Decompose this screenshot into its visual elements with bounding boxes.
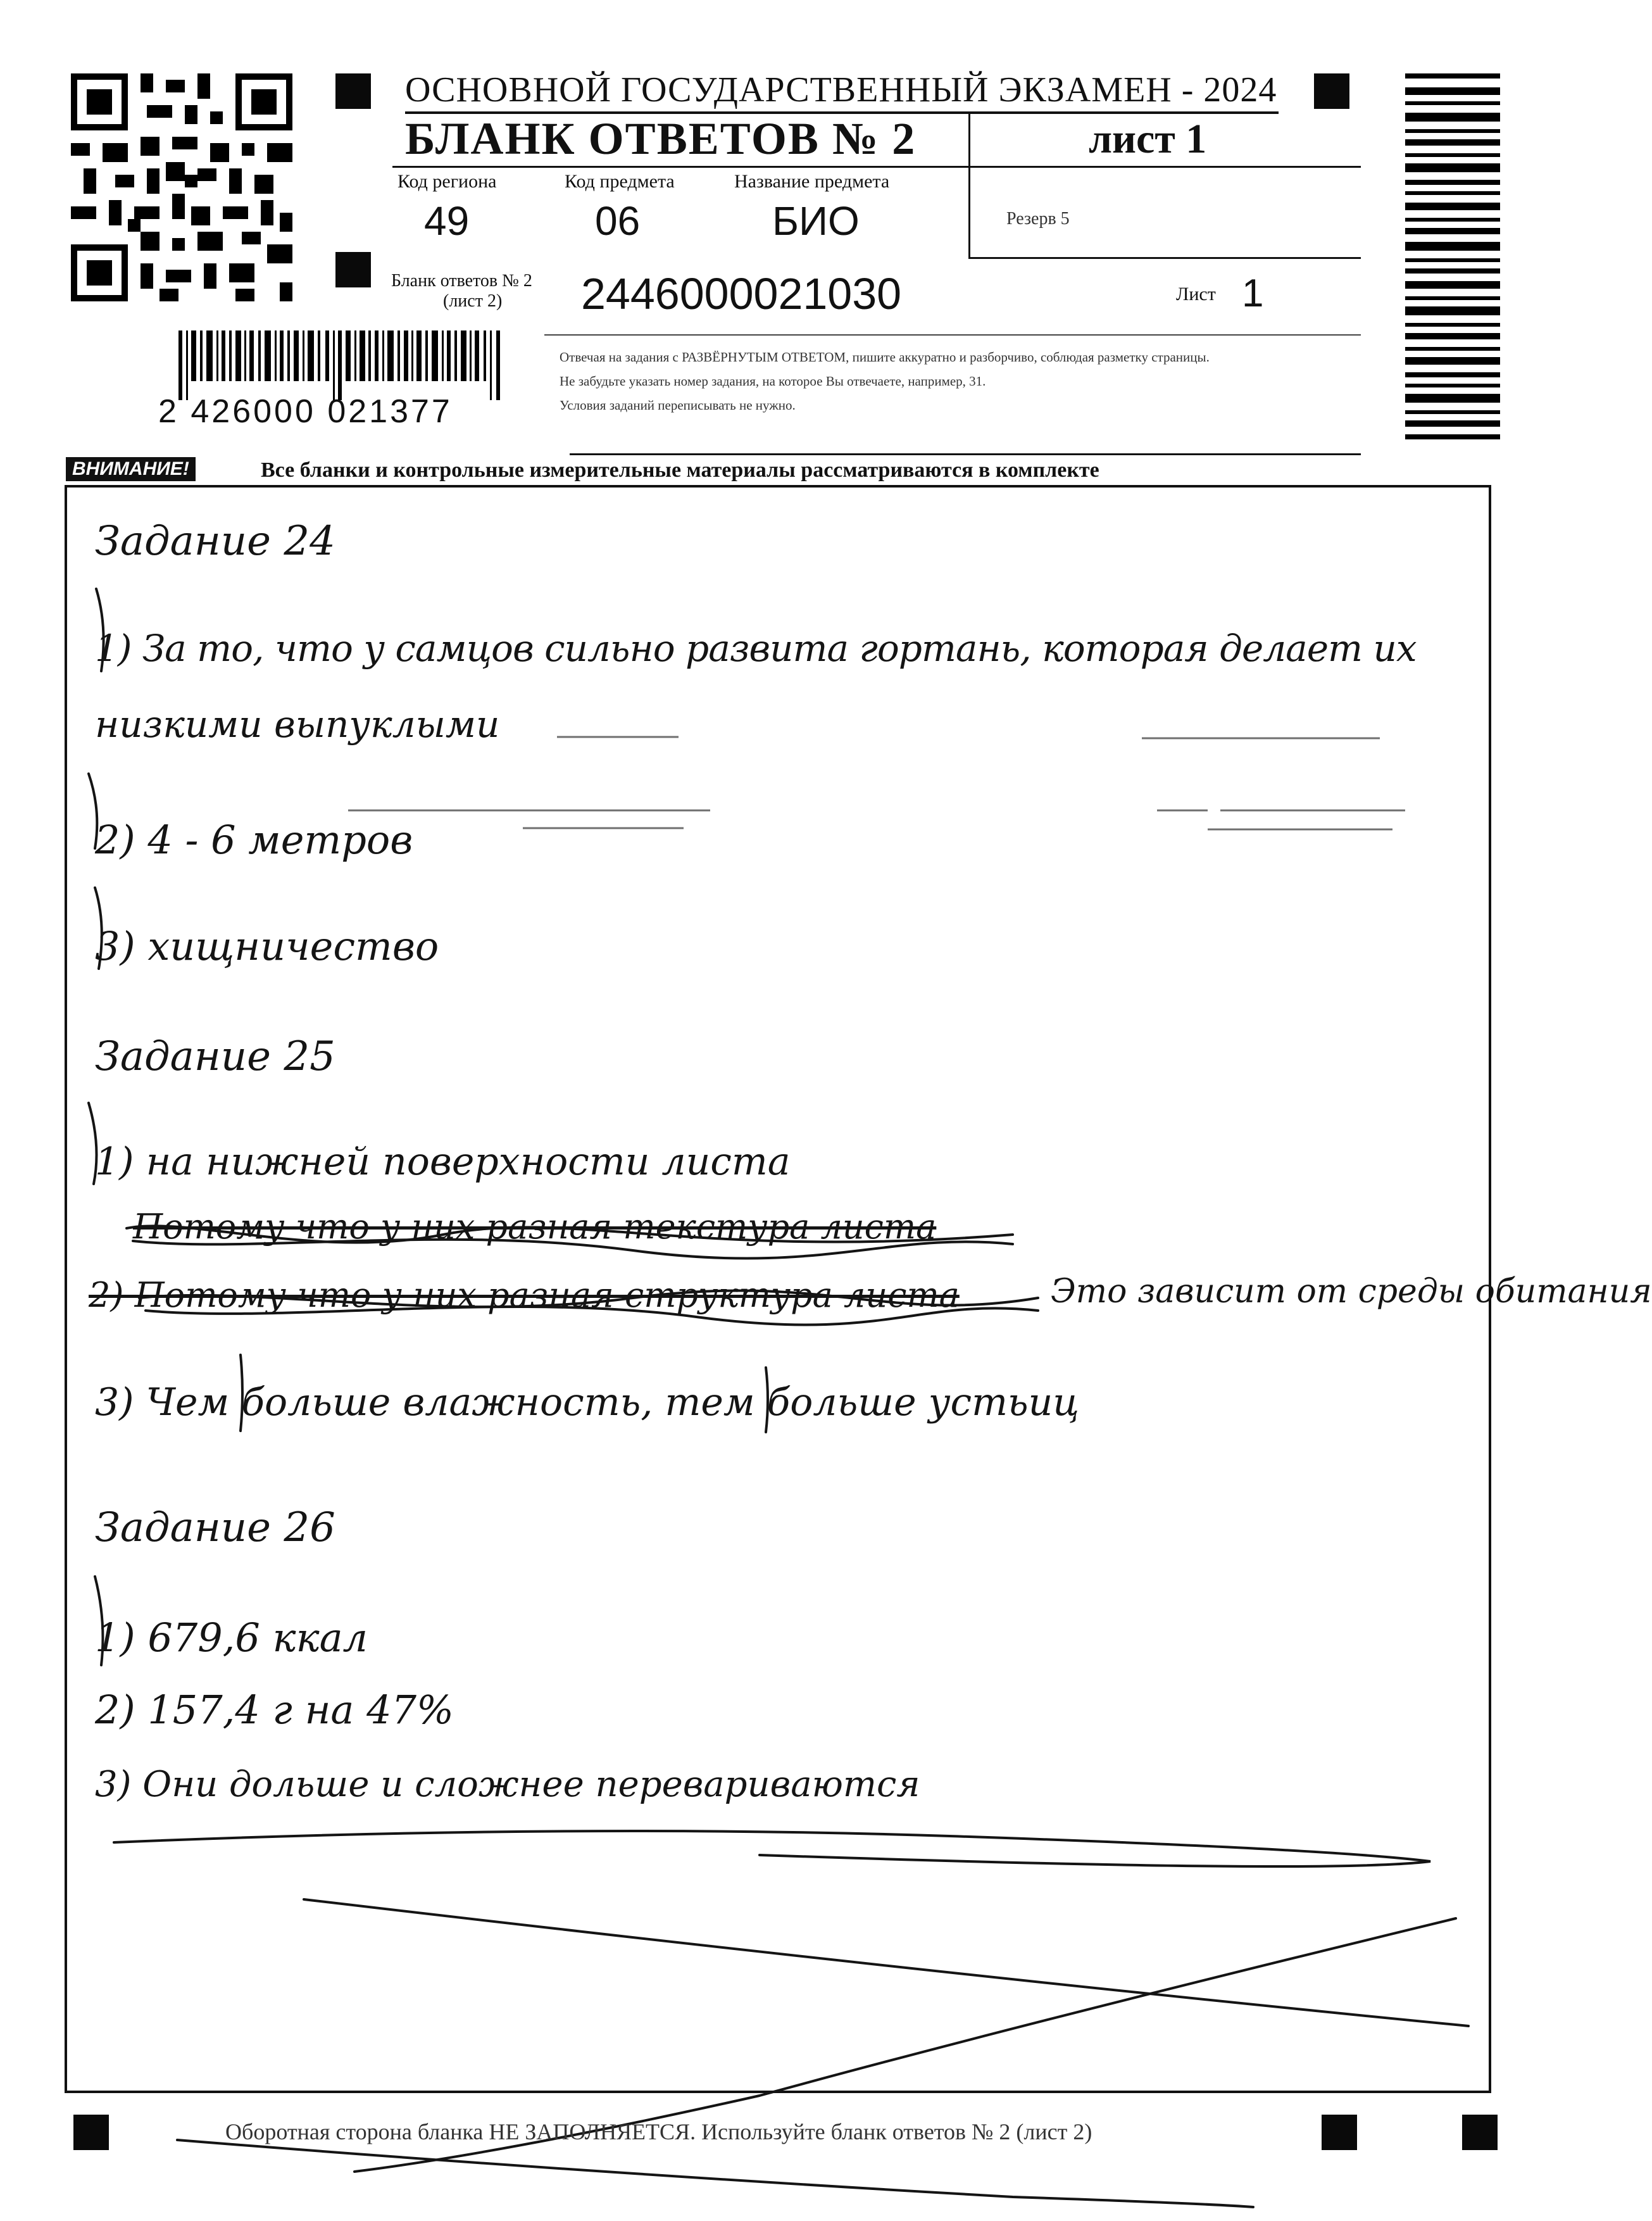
form-ref-label: Бланк ответов № 2 [391, 271, 532, 291]
warning-badge: ВНИМАНИЕ! [66, 457, 196, 481]
task24-answer-1: 1) За то, что у самцов сильно развита гортань, которая делает их [95, 627, 1417, 670]
exam-title: ОСНОВНОЙ ГОСУДАРСТВЕННЫЙ ЭКЗАМЕН - 2024 [405, 70, 1277, 110]
subject-code: 06 [595, 198, 641, 244]
instruction-line-2: Не забудьте указать номер задания, на которое Вы отвечаете, например, 31. [560, 374, 986, 389]
task25-answer-1: 1) на нижней поверхности листа [95, 1140, 791, 1184]
task24-answer-2: 2) 4 - 6 метров [95, 817, 413, 863]
region-code-label: Код региона [397, 171, 497, 192]
task25-title: Задание 25 [95, 1033, 335, 1080]
warning-text: Все бланки и контрольные измерительные материалы рассматриваются в комплекте [261, 458, 1099, 482]
task25-answer-3: 3) Чем больше влажность, тем больше устьиц [95, 1380, 1080, 1425]
region-code: 49 [424, 198, 470, 244]
task26-answer-2: 2) 157,4 г на 47% [95, 1687, 454, 1733]
form-title: БЛАНК ОТВЕТОВ № 2 [405, 113, 917, 164]
sheet-small-value: 1 [1242, 272, 1264, 315]
sheet-label: лист 1 [1089, 116, 1207, 162]
task24-title: Задание 24 [95, 518, 335, 565]
sheet-small-label: Лист [1176, 284, 1216, 305]
task25-answer-2-struck: 2) Потому что у них разная структура листа [89, 1275, 960, 1315]
task26-title: Задание 26 [95, 1504, 335, 1551]
form-ref-sublabel: (лист 2) [443, 291, 503, 311]
subject-code-label: Код предмета [565, 171, 675, 192]
subject-name-label: Название предмета [734, 171, 890, 192]
task24-answer-3: 3) хищничество [95, 923, 439, 969]
subject-name: БИО [772, 198, 860, 244]
task25-answer-2: Это зависит от среды обитания [1051, 1273, 1652, 1311]
task26-answer-3: 3) Они дольше и сложнее перевариваются [95, 1764, 920, 1805]
reserve-label: Резерв 5 [1006, 209, 1070, 229]
task25-struck-line: Потому что у них разная текстура листа [133, 1207, 937, 1247]
instruction-line-1: Отвечая на задания с РАЗВЁРНУТЫМ ОТВЕТОМ, пишите аккуратно и разборчиво, соблюдая разметку страницы. [560, 349, 1210, 365]
footer-note: Оборотная сторона бланка НЕ ЗАПОЛНЯЕТСЯ. Используйте бланк ответов № 2 (лист 2) [225, 2119, 1092, 2144]
task26-answer-1: 1) 679,6 ккал [95, 1614, 368, 1661]
task24-answer-1-continued: низкими выпуклыми [95, 703, 500, 746]
instruction-line-3: Условия заданий переписывать не нужно. [560, 398, 796, 413]
barcode-number: 2 426000 021377 [158, 393, 453, 430]
form-number: 2446000021030 [581, 269, 902, 318]
